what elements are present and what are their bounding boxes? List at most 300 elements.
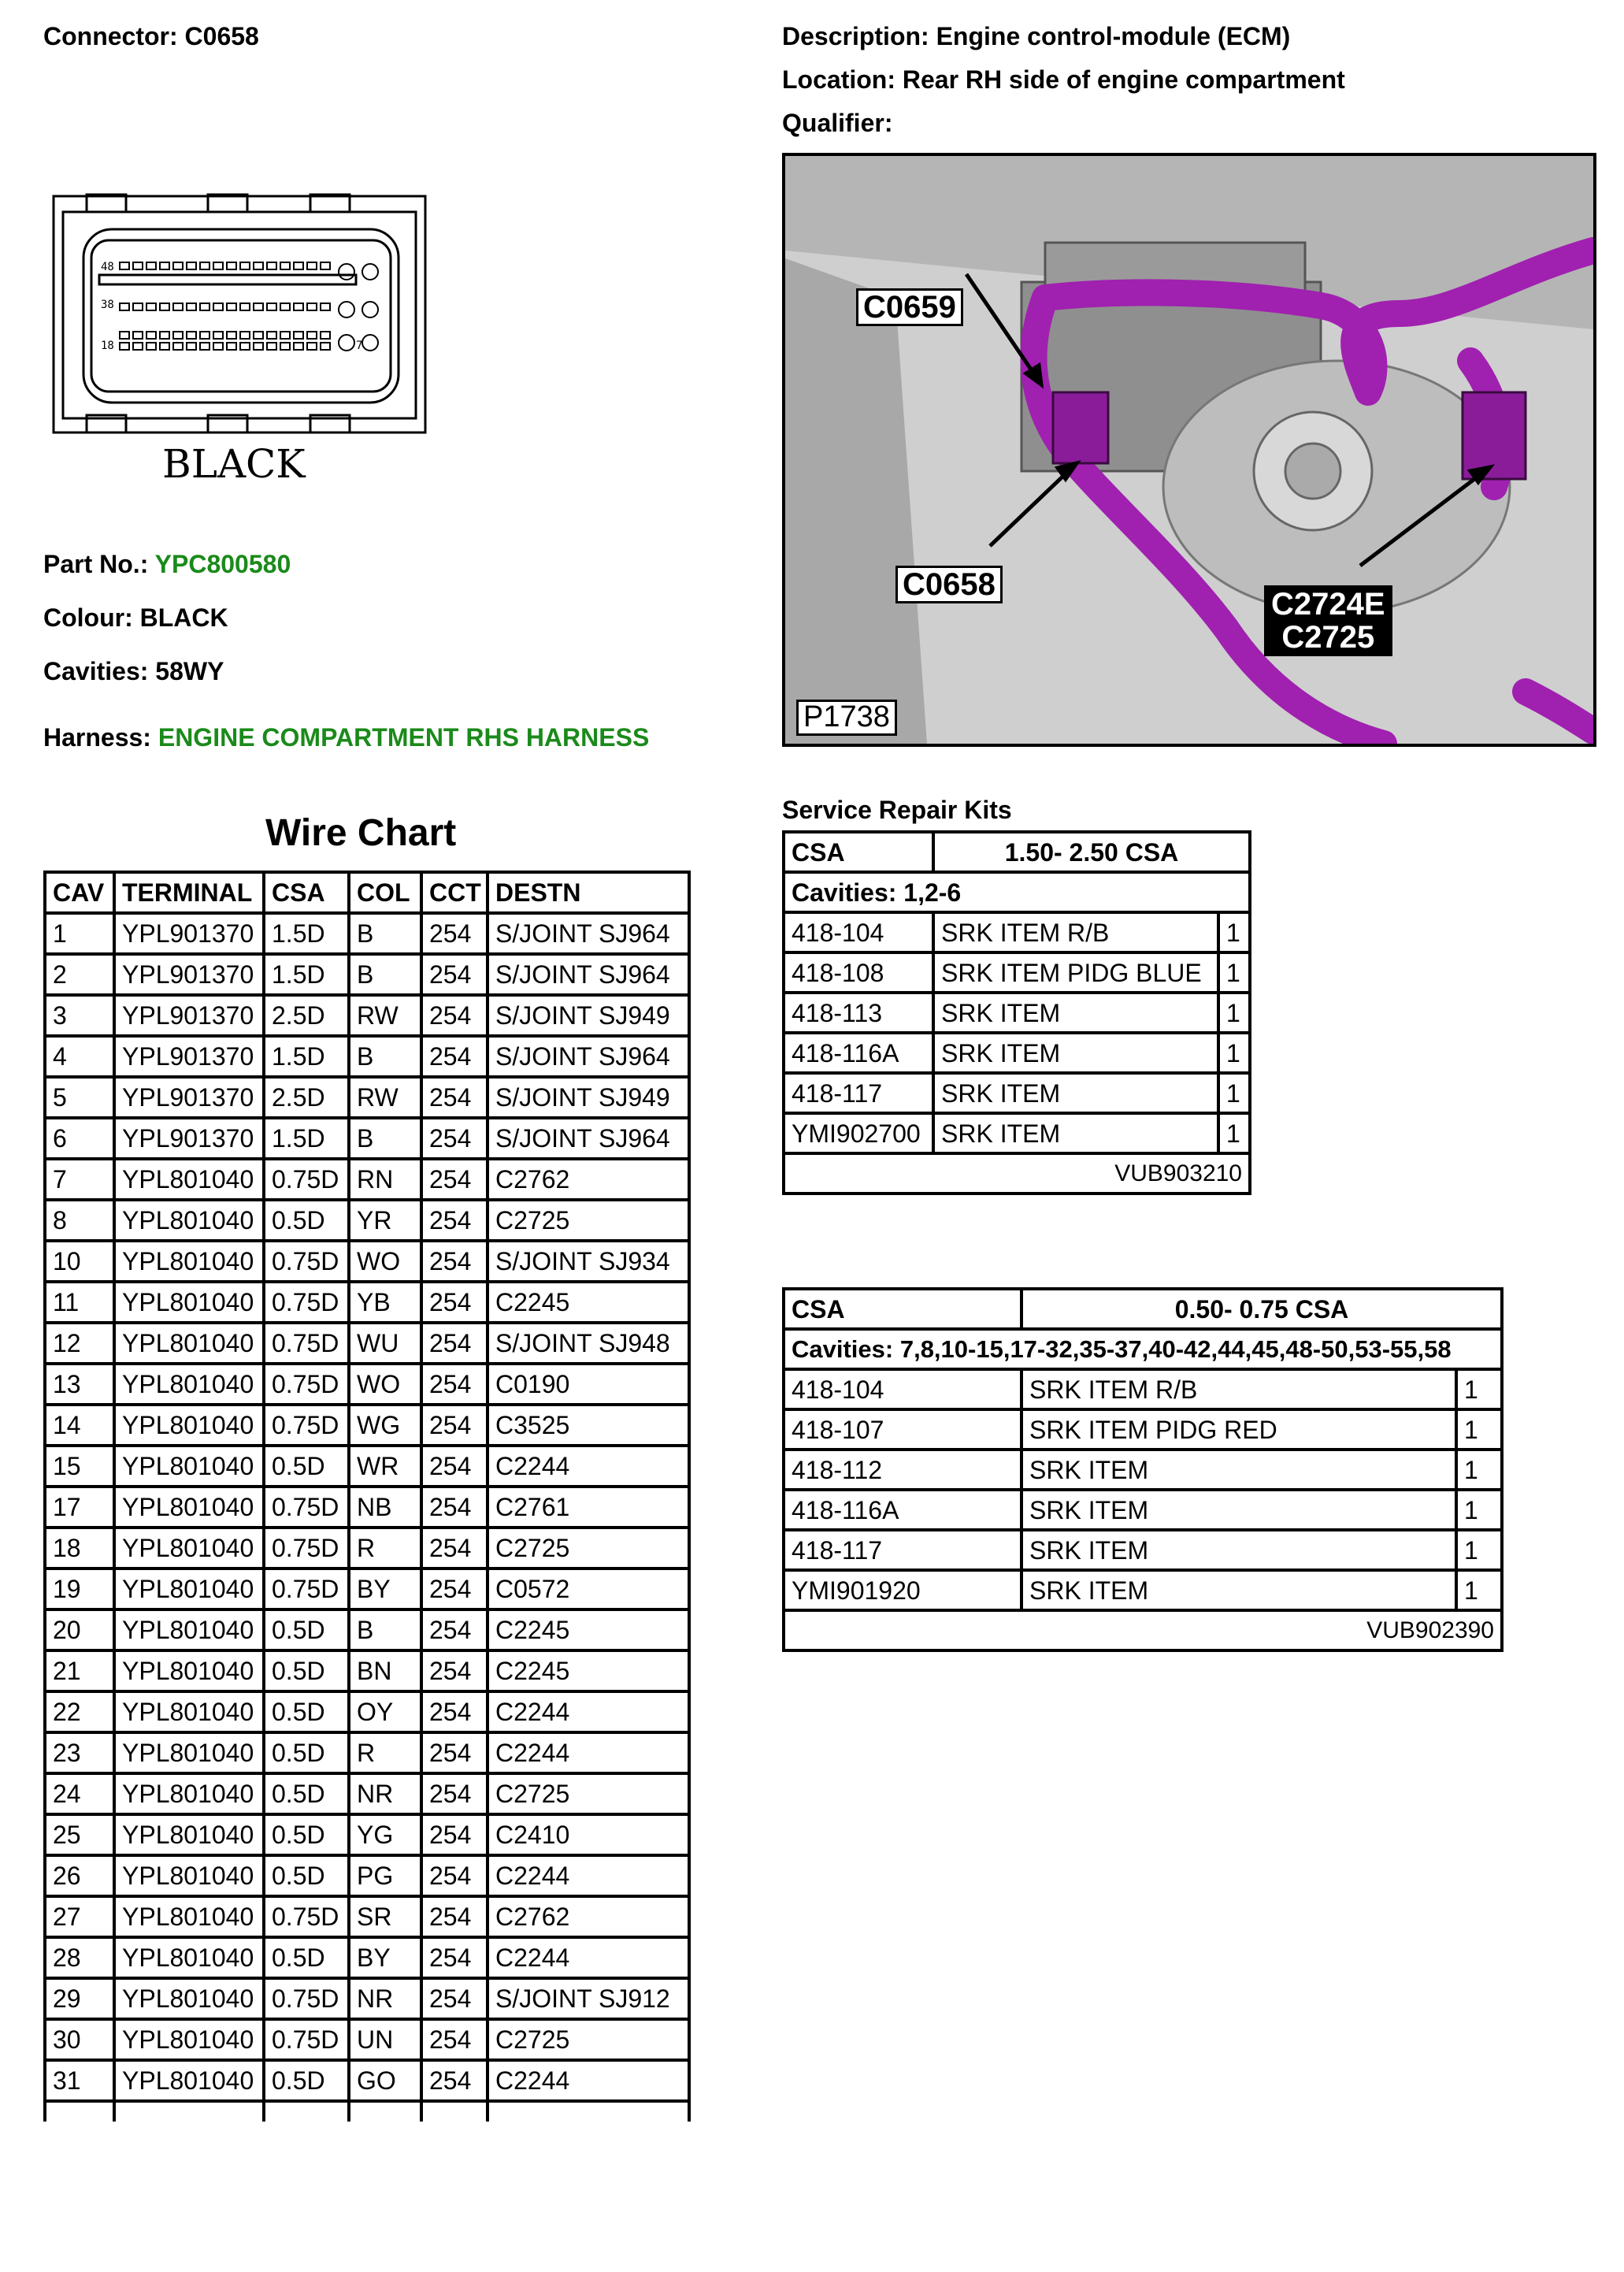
wire-chart-header-csa: CSA <box>264 872 349 913</box>
list-item <box>784 1450 1502 1490</box>
wire-cell-cav: 18 <box>45 1528 114 1568</box>
table-row <box>45 1241 689 1282</box>
wire-cell-csa: 0.5D <box>264 1732 349 1773</box>
pin-cavity <box>146 303 156 310</box>
kit-quantity: 1 <box>1456 1409 1502 1450</box>
wire-cell-terminal: YPL801040 <box>114 1528 264 1568</box>
kit-quantity: 1 <box>1456 1570 1502 1610</box>
pin-cavity <box>254 303 263 310</box>
wire-cell-empty <box>421 2101 488 2122</box>
kit-item-description: SRK ITEM <box>1021 1450 1456 1490</box>
kit2-csa-label: CSA <box>784 1289 1021 1329</box>
kit2-footer: VUB902390 <box>784 1610 1502 1650</box>
wire-cell-csa: 2.5D <box>264 995 349 1036</box>
pin-cavity <box>133 303 143 310</box>
pin-cavity <box>200 303 209 310</box>
kit-item-description: SRK ITEM <box>933 1073 1218 1113</box>
pin-cavity <box>120 343 129 350</box>
wire-cell-destn: S/JOINT SJ964 <box>488 1118 689 1159</box>
wire-cell-empty <box>114 2101 264 2122</box>
harness <box>43 723 649 752</box>
table-row <box>45 954 689 995</box>
pin-cavity <box>294 303 303 310</box>
pin-cavity <box>307 332 317 339</box>
connector-colour-label: BLACK <box>162 441 306 487</box>
wire-cell-destn: C2245 <box>488 1650 689 1691</box>
list-item <box>784 1033 1250 1073</box>
pin-cavity <box>173 343 183 350</box>
kit-item-description: SRK ITEM R/B <box>933 912 1218 952</box>
connector-id: Connector: C0658 <box>43 22 259 50</box>
wire-cell-csa: 0.75D <box>264 1487 349 1528</box>
kit-quantity: 1 <box>1218 993 1250 1033</box>
part-number-value[interactable]: YPC800580 <box>154 550 291 578</box>
wire-cell-destn: C2762 <box>488 1159 689 1200</box>
wire-cell-terminal: YPL801040 <box>114 1323 264 1364</box>
wire-cell-cav: 10 <box>45 1241 114 1282</box>
wire-cell-cav: 3 <box>45 995 114 1036</box>
wire-cell-cct: 254 <box>421 1282 488 1323</box>
wire-cell-cct: 254 <box>421 1855 488 1896</box>
wire-cell-empty <box>45 2101 114 2122</box>
harness-value[interactable]: ENGINE COMPARTMENT RHS HARNESS <box>158 723 650 752</box>
wire-cell-col: B <box>349 954 421 995</box>
description: Description: Engine control-module (ECM) <box>782 22 1291 50</box>
wire-chart-header-cav: CAV <box>45 872 114 913</box>
pin-cavity <box>146 343 156 350</box>
wire-cell-terminal: YPL801040 <box>114 1732 264 1773</box>
table-row <box>45 1364 689 1405</box>
pin-cavity <box>280 343 290 350</box>
wire-cell-col: PG <box>349 1855 421 1896</box>
wire-cell-terminal: YPL901370 <box>114 995 264 1036</box>
kit-part-number: 418-104 <box>784 912 933 952</box>
wire-cell-cav: 1 <box>45 913 114 954</box>
wire-cell-cav: 17 <box>45 1487 114 1528</box>
pin-label-7: 7 <box>356 340 363 352</box>
wire-cell-terminal: YPL801040 <box>114 1773 264 1814</box>
table-row <box>45 1036 689 1077</box>
location-photo <box>782 153 1596 747</box>
wire-cell-cct: 254 <box>421 1609 488 1650</box>
wire-cell-destn: C2725 <box>488 1200 689 1241</box>
pin-cavity <box>160 262 169 269</box>
wire-cell-col: UN <box>349 2019 421 2060</box>
wire-cell-cav: 2 <box>45 954 114 995</box>
pin-label-18: 18 <box>101 340 114 352</box>
wire-cell-cav: 31 <box>45 2060 114 2101</box>
wire-cell-terminal: YPL801040 <box>114 1691 264 1732</box>
wire-cell-csa: 0.75D <box>264 1241 349 1282</box>
wire-cell-terminal: YPL801040 <box>114 1855 264 1896</box>
wire-cell-cav: 5 <box>45 1077 114 1118</box>
wire-cell-col: YG <box>349 1814 421 1855</box>
pin-cavity <box>321 303 330 310</box>
wire-cell-col: RN <box>349 1159 421 1200</box>
wire-cell-destn: C2244 <box>488 1855 689 1896</box>
wire-cell-destn: C2725 <box>488 1528 689 1568</box>
wire-cell-destn: S/JOINT SJ964 <box>488 954 689 995</box>
kit-item-description: SRK ITEM R/B <box>1021 1369 1456 1409</box>
wire-cell-col: R <box>349 1732 421 1773</box>
kit-part-number: 418-117 <box>784 1073 933 1113</box>
wire-cell-destn: S/JOINT SJ934 <box>488 1241 689 1282</box>
pin-cavity <box>240 303 250 310</box>
wire-cell-col: RW <box>349 1077 421 1118</box>
list-item <box>784 952 1250 993</box>
pin-cavity <box>321 332 330 339</box>
kit-quantity: 1 <box>1218 1113 1250 1153</box>
wire-cell-csa: 0.75D <box>264 1282 349 1323</box>
kit-part-number: 418-113 <box>784 993 933 1033</box>
wire-cell-terminal: YPL801040 <box>114 1200 264 1241</box>
kit-part-number: 418-112 <box>784 1450 1021 1490</box>
pin-cavity <box>240 262 250 269</box>
wire-cell-col: NB <box>349 1487 421 1528</box>
pin-cavity <box>200 262 209 269</box>
location: Location: Rear RH side of engine compartment <box>782 65 1345 94</box>
wire-cell-cav: 28 <box>45 1937 114 1978</box>
wire-cell-cct: 254 <box>421 1159 488 1200</box>
wire-cell-destn: C3525 <box>488 1405 689 1446</box>
wire-cell-col: BN <box>349 1650 421 1691</box>
wire-cell-csa: 0.5D <box>264 1855 349 1896</box>
repair-kit-1-table <box>782 830 1251 1195</box>
photo-callout-c2725: C2725 <box>1281 620 1375 655</box>
pin-cavity <box>267 262 276 269</box>
pin-cavity <box>200 343 209 350</box>
wire-cell-col: B <box>349 913 421 954</box>
kit-part-number: 418-117 <box>784 1530 1021 1570</box>
wire-cell-csa: 0.75D <box>264 1323 349 1364</box>
pin-cavity <box>200 332 209 339</box>
table-row <box>45 1077 689 1118</box>
wire-cell-destn: S/JOINT SJ949 <box>488 1077 689 1118</box>
wire-cell-destn: S/JOINT SJ949 <box>488 995 689 1036</box>
wire-cell-destn: C2762 <box>488 1896 689 1937</box>
wire-cell-cct: 254 <box>421 1077 488 1118</box>
colour: Colour: BLACK <box>43 603 228 632</box>
kit-part-number: YMI901920 <box>784 1570 1021 1610</box>
wire-cell-cct: 254 <box>421 2060 488 2101</box>
wire-cell-cct: 254 <box>421 1650 488 1691</box>
pin-label-48: 48 <box>101 261 114 273</box>
wire-cell-cct: 254 <box>421 1691 488 1732</box>
kit2-csa-value: 0.50- 0.75 CSA <box>1021 1289 1502 1329</box>
repair-kits-title: Service Repair Kits <box>782 796 1012 824</box>
table-row <box>45 1732 689 1773</box>
wire-cell-csa: 1.5D <box>264 954 349 995</box>
kit-quantity: 1 <box>1218 1033 1250 1073</box>
pin-cavity <box>187 262 196 269</box>
table-row <box>45 1487 689 1528</box>
pin-cavity <box>307 343 317 350</box>
wire-cell-cct: 254 <box>421 1568 488 1609</box>
table-row <box>45 1323 689 1364</box>
table-row <box>45 1159 689 1200</box>
list-item <box>784 1073 1250 1113</box>
wire-cell-cav: 13 <box>45 1364 114 1405</box>
wire-cell-terminal: YPL801040 <box>114 1896 264 1937</box>
wire-cell-csa: 0.5D <box>264 1650 349 1691</box>
wire-cell-col: BY <box>349 1568 421 1609</box>
wire-cell-cav: 7 <box>45 1159 114 1200</box>
kit1-rows <box>784 912 1250 1153</box>
wire-cell-empty <box>264 2101 349 2122</box>
pin-cavity <box>267 343 276 350</box>
wire-chart-body <box>45 872 689 2122</box>
wire-cell-destn: C2244 <box>488 1732 689 1773</box>
wire-cell-col: B <box>349 1036 421 1077</box>
pin-cavity <box>227 343 236 350</box>
pin-cavity <box>213 262 223 269</box>
pin-cavity <box>254 343 263 350</box>
pin-cavity <box>120 262 129 269</box>
wire-cell-col: WU <box>349 1323 421 1364</box>
wire-cell-cav: 8 <box>45 1200 114 1241</box>
kit2-cavities: Cavities: 7,8,10-15,17-32,35-37,40-42,44,45,48-50,53-55,58 <box>784 1329 1502 1369</box>
wire-chart-table <box>43 871 691 2122</box>
pin-cavity <box>146 262 156 269</box>
wire-cell-empty <box>349 2101 421 2122</box>
table-row <box>45 1937 689 1978</box>
pin-cavity <box>133 343 143 350</box>
wire-cell-cav: 23 <box>45 1732 114 1773</box>
kit-item-description: SRK ITEM <box>1021 1490 1456 1530</box>
qualifier: Qualifier: <box>782 109 893 137</box>
kit-part-number: 418-116A <box>784 1490 1021 1530</box>
list-item <box>784 1369 1502 1409</box>
kit-item-description: SRK ITEM PIDG BLUE <box>933 952 1218 993</box>
wire-cell-destn: C2761 <box>488 1487 689 1528</box>
wire-cell-csa: 0.5D <box>264 1691 349 1732</box>
photo-callout-c2724e: C2724E <box>1271 587 1385 622</box>
wire-cell-csa: 0.75D <box>264 1528 349 1568</box>
wire-cell-cav: 21 <box>45 1650 114 1691</box>
table-row <box>45 1650 689 1691</box>
pin-cavity <box>321 343 330 350</box>
wire-cell-cav: 26 <box>45 1855 114 1896</box>
wire-cell-empty <box>488 2101 689 2122</box>
wire-cell-col: NR <box>349 1978 421 2019</box>
wire-cell-destn: C2245 <box>488 1609 689 1650</box>
kit-part-number: 418-104 <box>784 1369 1021 1409</box>
cavities: Cavities: 58WY <box>43 657 224 685</box>
wire-cell-cct: 254 <box>421 1487 488 1528</box>
kit-item-description: SRK ITEM <box>1021 1570 1456 1610</box>
kit-quantity: 1 <box>1456 1450 1502 1490</box>
wire-cell-terminal: YPL901370 <box>114 913 264 954</box>
list-item <box>784 1490 1502 1530</box>
pin-cavity <box>240 343 250 350</box>
wire-cell-destn: S/JOINT SJ912 <box>488 1978 689 2019</box>
wire-cell-terminal: YPL801040 <box>114 1568 264 1609</box>
wire-cell-csa: 1.5D <box>264 1036 349 1077</box>
wire-cell-cct: 254 <box>421 1528 488 1568</box>
kit-quantity: 1 <box>1218 912 1250 952</box>
pin-cavity <box>307 303 317 310</box>
wire-cell-csa: 0.75D <box>264 1405 349 1446</box>
pin-cavity <box>173 332 183 339</box>
wire-cell-cav: 11 <box>45 1282 114 1323</box>
list-item <box>784 1113 1250 1153</box>
wire-cell-terminal: YPL801040 <box>114 1487 264 1528</box>
harness-label: Harness: <box>43 723 151 752</box>
wire-cell-col: WO <box>349 1241 421 1282</box>
wire-cell-destn: C2245 <box>488 1282 689 1323</box>
wire-cell-destn: C2725 <box>488 1773 689 1814</box>
wire-cell-csa: 0.5D <box>264 1446 349 1487</box>
wire-cell-terminal: YPL801040 <box>114 2019 264 2060</box>
list-item <box>784 993 1250 1033</box>
kit1-cavities: Cavities: 1,2-6 <box>784 872 1250 912</box>
wire-cell-col: B <box>349 1609 421 1650</box>
wire-cell-col: GO <box>349 2060 421 2101</box>
wire-cell-csa: 0.75D <box>264 1568 349 1609</box>
wire-cell-csa: 1.5D <box>264 1118 349 1159</box>
wire-cell-csa: 1.5D <box>264 913 349 954</box>
pin-cavity <box>280 262 290 269</box>
list-item <box>784 912 1250 952</box>
table-row <box>45 1896 689 1937</box>
kit-item-description: SRK ITEM <box>1021 1530 1456 1570</box>
pin-cavity <box>133 332 143 339</box>
wire-cell-terminal: YPL801040 <box>114 1978 264 2019</box>
wire-cell-terminal: YPL901370 <box>114 1036 264 1077</box>
wire-cell-terminal: YPL801040 <box>114 1446 264 1487</box>
wire-cell-csa: 0.75D <box>264 1364 349 1405</box>
table-row <box>45 1200 689 1241</box>
wire-cell-destn: S/JOINT SJ964 <box>488 1036 689 1077</box>
pin-cavity <box>294 262 303 269</box>
kit2-rows <box>784 1369 1502 1610</box>
wire-cell-col: YR <box>349 1200 421 1241</box>
wire-cell-cct: 254 <box>421 913 488 954</box>
wire-cell-col: WR <box>349 1446 421 1487</box>
pin-cavity <box>120 332 129 339</box>
kit-part-number: YMI902700 <box>784 1113 933 1153</box>
pin-cavity <box>280 332 290 339</box>
wire-cell-terminal: YPL801040 <box>114 1814 264 1855</box>
pin-cavity <box>173 262 183 269</box>
wire-cell-cav: 12 <box>45 1323 114 1364</box>
wire-cell-cct: 254 <box>421 1241 488 1282</box>
wire-cell-col: OY <box>349 1691 421 1732</box>
engine-bay-illustration <box>785 156 1593 744</box>
wire-cell-destn: C2244 <box>488 1937 689 1978</box>
wire-cell-terminal: YPL801040 <box>114 1937 264 1978</box>
table-row <box>45 1978 689 2019</box>
wire-cell-col: WO <box>349 1364 421 1405</box>
wire-cell-col: NR <box>349 1773 421 1814</box>
table-row <box>45 1814 689 1855</box>
wire-cell-col: B <box>349 1118 421 1159</box>
table-row <box>45 1528 689 1568</box>
list-item <box>784 1570 1502 1610</box>
photo-callout-c2724e-c2725 <box>1264 585 1392 656</box>
wire-cell-terminal: YPL801040 <box>114 1405 264 1446</box>
wire-cell-cct: 254 <box>421 1405 488 1446</box>
wire-cell-terminal: YPL801040 <box>114 1364 264 1405</box>
wire-cell-terminal: YPL801040 <box>114 1609 264 1650</box>
wire-cell-cav: 15 <box>45 1446 114 1487</box>
pin-cavity <box>227 303 236 310</box>
kit-quantity: 1 <box>1218 1073 1250 1113</box>
pin-cavity <box>160 332 169 339</box>
wire-cell-cct: 254 <box>421 954 488 995</box>
wire-cell-destn: C0190 <box>488 1364 689 1405</box>
pin-cavity <box>120 303 129 310</box>
wire-cell-cct: 254 <box>421 1732 488 1773</box>
pin-cavity <box>213 343 223 350</box>
kit-part-number: 418-116A <box>784 1033 933 1073</box>
wire-cell-terminal: YPL801040 <box>114 1282 264 1323</box>
wire-chart-header-cct: CCT <box>421 872 488 913</box>
wire-chart-title: Wire Chart <box>265 812 457 854</box>
pin-cavity <box>240 332 250 339</box>
wire-cell-col: R <box>349 1528 421 1568</box>
table-row-empty <box>45 2101 689 2122</box>
photo-callout-c0659: C0659 <box>856 288 963 326</box>
wire-cell-destn: C2410 <box>488 1814 689 1855</box>
photo-callout-c0658: C0658 <box>895 566 1003 603</box>
wire-cell-destn: C2725 <box>488 2019 689 2060</box>
photo-figure-id: P1738 <box>796 700 897 736</box>
wire-cell-destn: C0572 <box>488 1568 689 1609</box>
table-row <box>45 1118 689 1159</box>
wire-cell-cav: 14 <box>45 1405 114 1446</box>
list-item <box>784 1409 1502 1450</box>
wire-cell-terminal: YPL901370 <box>114 954 264 995</box>
wire-cell-csa: 0.5D <box>264 1814 349 1855</box>
wire-cell-csa: 0.75D <box>264 1978 349 2019</box>
wire-cell-csa: 0.75D <box>264 1159 349 1200</box>
wire-chart-header-row <box>45 872 689 913</box>
wire-cell-cav: 22 <box>45 1691 114 1732</box>
pin-cavity <box>321 262 330 269</box>
wire-cell-destn: C2244 <box>488 1446 689 1487</box>
wire-cell-cct: 254 <box>421 1978 488 2019</box>
pin-cavity <box>294 343 303 350</box>
kit-quantity: 1 <box>1456 1530 1502 1570</box>
table-row <box>45 1773 689 1814</box>
pin-cavity <box>267 332 276 339</box>
wire-cell-cav: 4 <box>45 1036 114 1077</box>
wire-cell-cct: 254 <box>421 1118 488 1159</box>
wire-cell-col: YB <box>349 1282 421 1323</box>
wire-cell-csa: 2.5D <box>264 1077 349 1118</box>
wire-cell-destn: S/JOINT SJ964 <box>488 913 689 954</box>
pin-cavity <box>254 262 263 269</box>
table-row <box>45 1282 689 1323</box>
pin-cavity <box>187 332 196 339</box>
wire-cell-cct: 254 <box>421 1446 488 1487</box>
wire-cell-terminal: YPL801040 <box>114 1650 264 1691</box>
wire-cell-terminal: YPL801040 <box>114 1241 264 1282</box>
table-row <box>45 1855 689 1896</box>
pin-cavity <box>227 332 236 339</box>
pin-cavity <box>133 262 143 269</box>
kit1-csa-value: 1.50- 2.50 CSA <box>933 832 1250 872</box>
pin-cavity <box>213 332 223 339</box>
wire-cell-cav: 20 <box>45 1609 114 1650</box>
pin-cavity <box>173 303 183 310</box>
wire-cell-cct: 254 <box>421 1323 488 1364</box>
repair-kit-2-table <box>782 1287 1503 1652</box>
table-row <box>45 1691 689 1732</box>
wire-chart-header-destn: DESTN <box>488 872 689 913</box>
kit1-footer: VUB903210 <box>784 1153 1250 1194</box>
